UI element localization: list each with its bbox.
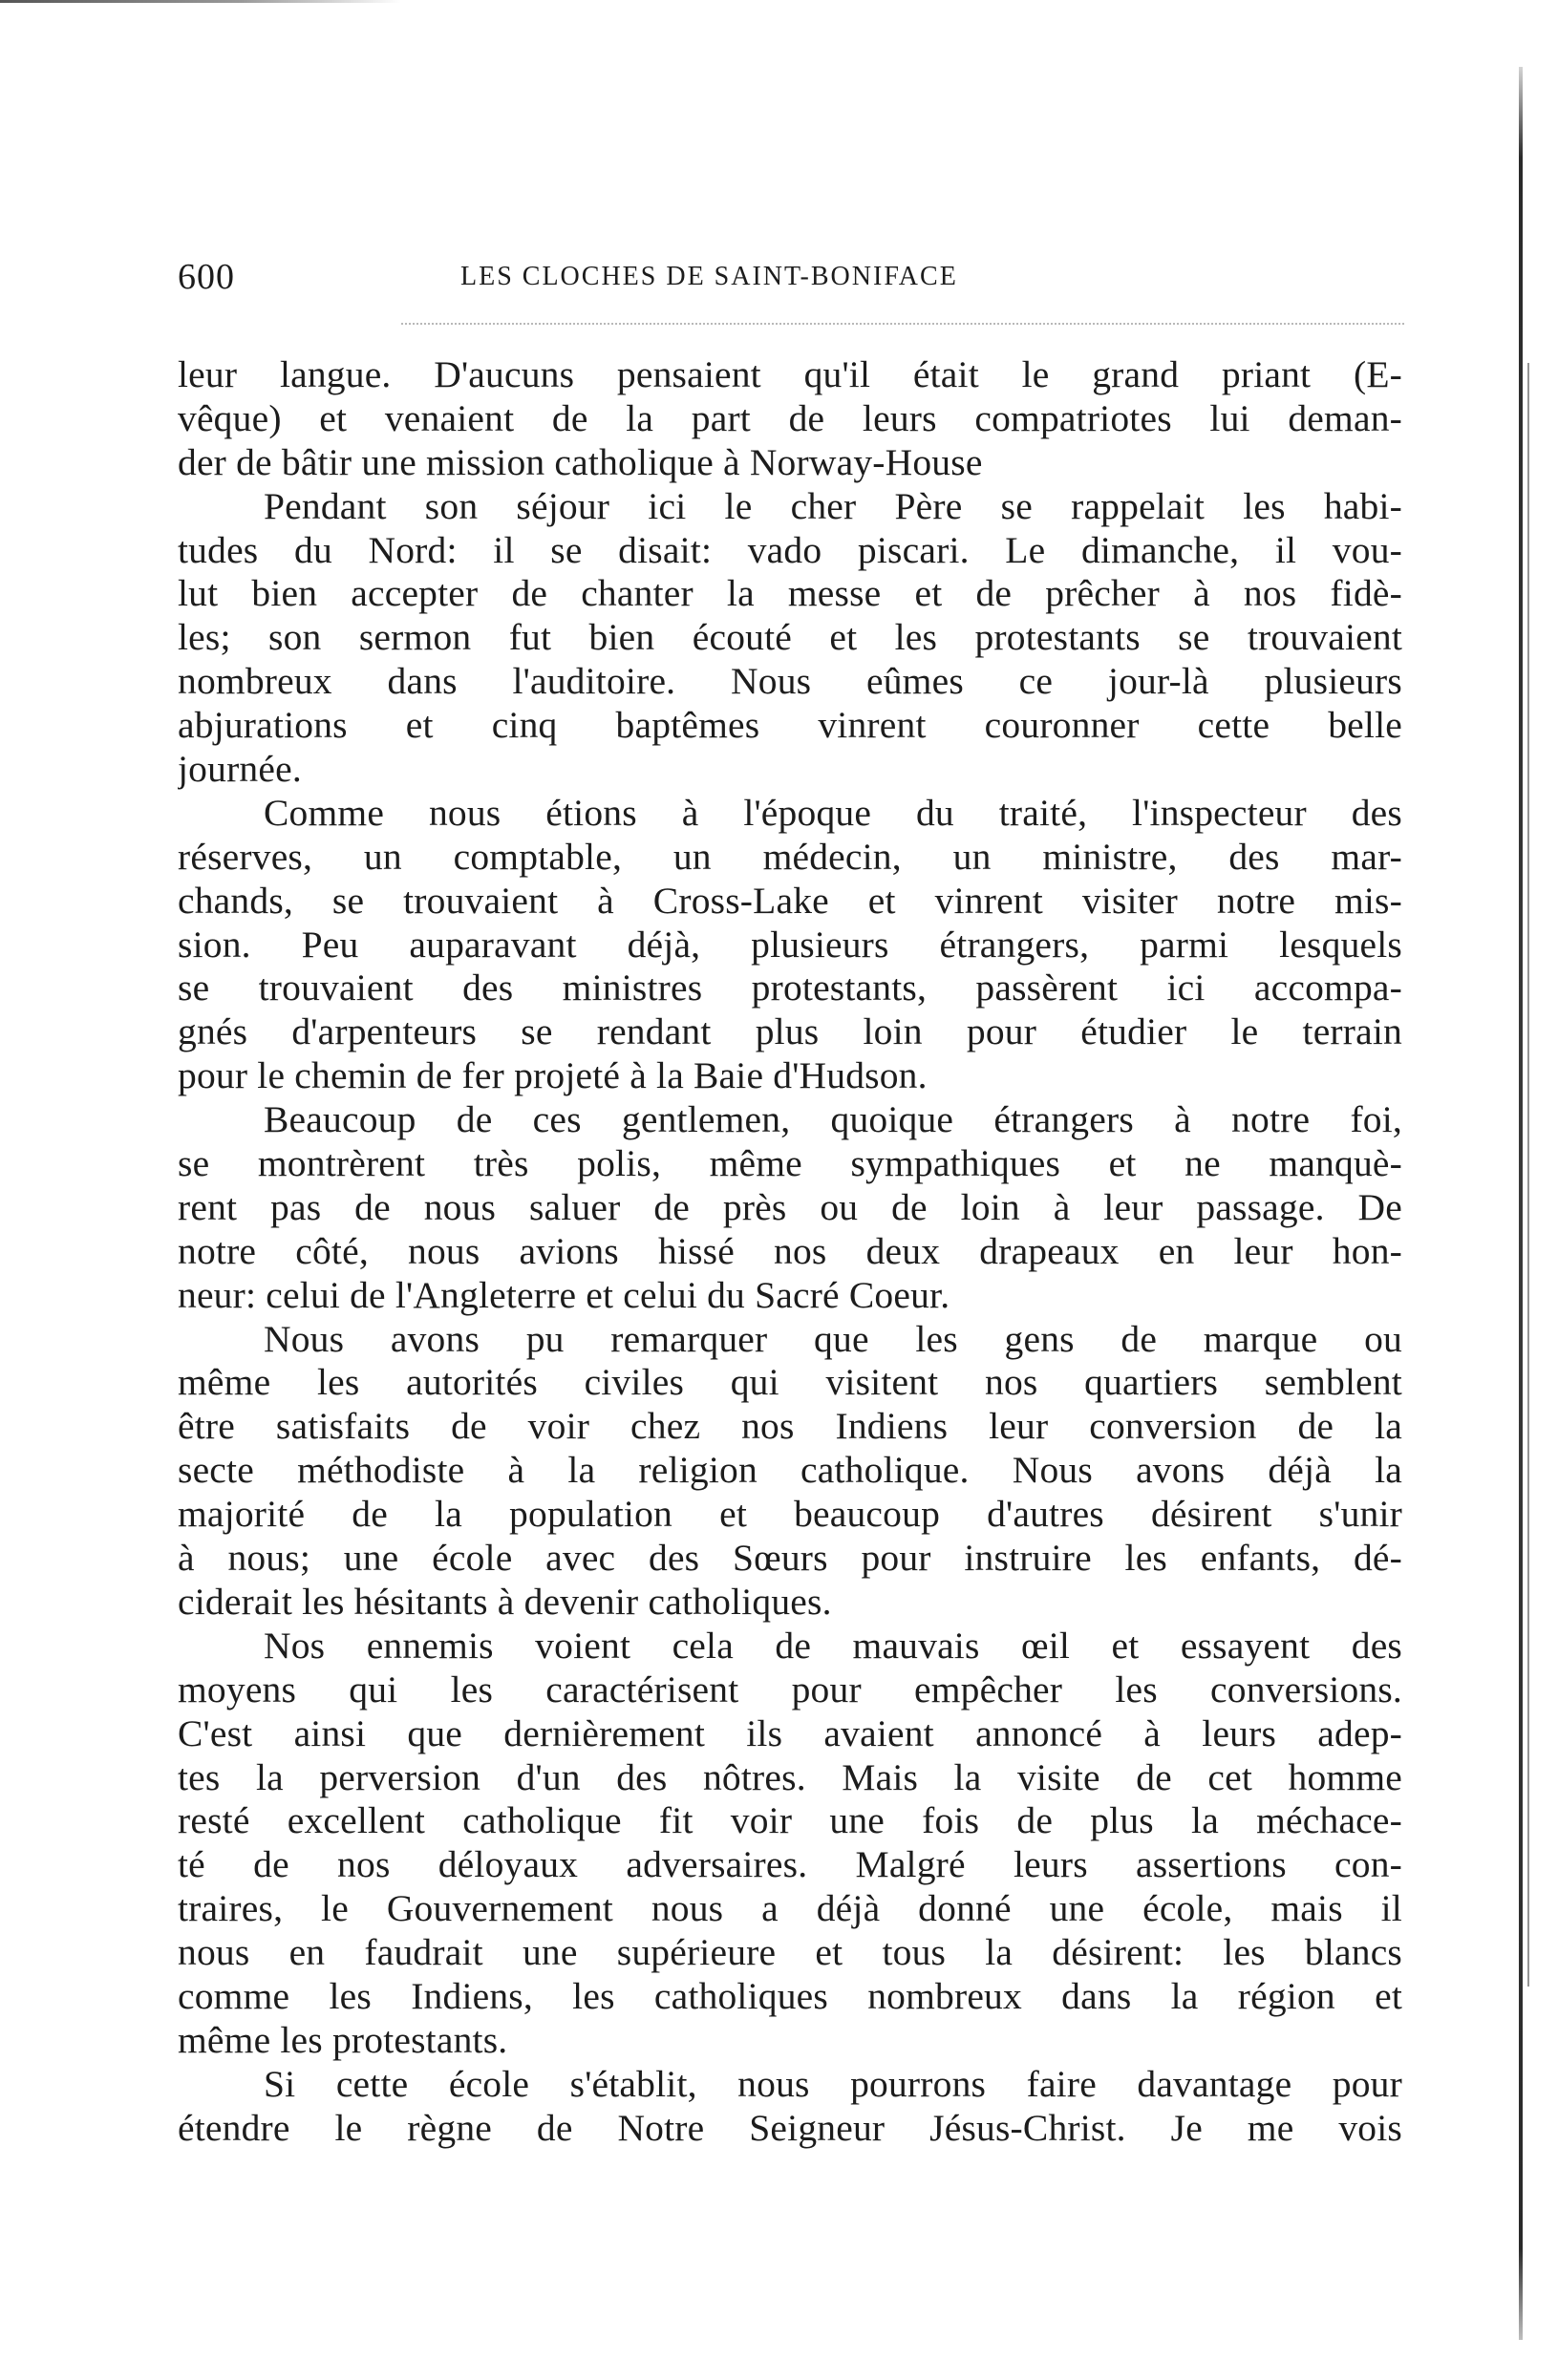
- text-line: vêque) et venaient de la part de leurs compatriotes lui deman-: [178, 396, 1402, 439]
- text-line: se montrèrent très polis, même sympathiques et ne manquè-: [178, 1142, 1402, 1185]
- text-line: traires, le Gouvernement nous a déjà donné une école, mais il: [178, 1887, 1402, 1930]
- text-line: sion. Peu auparavant déjà, plusieurs étrangers, parmi lesquels: [178, 923, 1402, 966]
- text-line: rent pas de nous saluer de près ou de loin à leur passage. De: [178, 1185, 1402, 1228]
- text-line: se trouvaient des ministres protestants, passèrent ici accompa-: [178, 967, 1402, 1009]
- text-line: nous en faudrait une supérieure et tous la désirent: les blancs: [178, 1931, 1402, 1974]
- scan-edge-right-secondary: [1527, 363, 1529, 1987]
- text-line: même les protestants.: [178, 2018, 508, 2061]
- text-line: étendre le règne de Notre Seigneur Jésus-Christ. Je me vois: [178, 2106, 1402, 2149]
- text-line: tes la perversion d'un des nôtres. Mais la visite de cet homme: [178, 1755, 1402, 1798]
- text-line: moyens qui les caractérisent pour empêcher les conversions.: [178, 1668, 1402, 1711]
- text-line: Pendant son séjour ici le cher Père se rappelait les habi-: [264, 484, 1402, 527]
- text-line: les; son sermon fut bien écouté et les protestants se trouvaient: [178, 616, 1402, 659]
- scan-edge-top: [0, 0, 401, 3]
- text-line: Nos ennemis voient cela de mauvais œil et essayent des: [264, 1624, 1402, 1667]
- running-title: LES CLOCHES DE SAINT-BONIFACE: [460, 262, 958, 291]
- text-line: tudes du Nord: il se disait: vado piscari. Le dimanche, il vou-: [178, 528, 1402, 571]
- text-line: lut bien accepter de chanter la messe et de prêcher à nos fidè-: [178, 572, 1402, 615]
- text-line: neur: celui de l'Angleterre et celui du Sacré Coeur.: [178, 1273, 950, 1316]
- text-line: chands, se trouvaient à Cross-Lake et vinrent visiter notre mis-: [178, 879, 1402, 922]
- text-line: à nous; une école avec des Sœurs pour instruire les enfants, dé-: [178, 1537, 1402, 1580]
- text-line: majorité de la population et beaucoup d'autres désirent s'unir: [178, 1493, 1402, 1536]
- text-line: comme les Indiens, les catholiques nombreux dans la région et: [178, 1974, 1402, 2017]
- text-line: même les autorités civiles qui visitent nos quartiers semblent: [178, 1361, 1402, 1404]
- text-line: pour le chemin de fer projeté à la Baie d'Hudson.: [178, 1054, 928, 1097]
- text-line: nombreux dans l'auditoire. Nous eûmes ce jour-là plusieurs: [178, 660, 1402, 703]
- text-line: notre côté, nous avions hissé nos deux drapeaux en leur hon-: [178, 1229, 1402, 1272]
- text-line: Beaucoup de ces gentlemen, quoique étrangers à notre foi,: [264, 1098, 1402, 1141]
- scan-edge-right: [1519, 67, 1523, 2340]
- text-line: secte méthodiste à la religion catholique. Nous avons déjà la: [178, 1449, 1402, 1492]
- text-line: C'est ainsi que dernièrement ils avaient annoncé à leurs adep-: [178, 1711, 1402, 1754]
- text-line: Si cette école s'établit, nous pourrons faire davantage pour: [264, 2062, 1402, 2105]
- header-rule: [401, 323, 1404, 326]
- text-line: gnés d'arpenteurs se rendant plus loin pour étudier le terrain: [178, 1010, 1402, 1053]
- text-line: journée.: [178, 748, 302, 791]
- text-line: leur langue. D'aucuns pensaient qu'il était le grand priant (E-: [178, 353, 1402, 395]
- body-text: [178, 353, 1402, 2151]
- text-line: Comme nous étions à l'époque du traité, l'inspecteur des: [264, 791, 1402, 834]
- text-line: réserves, un comptable, un médecin, un ministre, des mar-: [178, 835, 1402, 878]
- text-line: abjurations et cinq baptêmes vinrent couronner cette belle: [178, 704, 1402, 747]
- text-line: resté excellent catholique fit voir une fois de plus la méchace-: [178, 1799, 1402, 1842]
- text-line: ciderait les hésitants à devenir catholiques.: [178, 1580, 832, 1623]
- page-header: [178, 256, 1400, 313]
- text-line: Nous avons pu remarquer que les gens de marque ou: [264, 1317, 1402, 1360]
- text-line: der de bâtir une mission catholique à Norway-House: [178, 440, 983, 483]
- text-line: être satisfaits de voir chez nos Indiens leur conversion de la: [178, 1405, 1402, 1448]
- page-number: 600: [178, 257, 235, 297]
- text-line: té de nos déloyaux adversaires. Malgré leurs assertions con-: [178, 1843, 1402, 1886]
